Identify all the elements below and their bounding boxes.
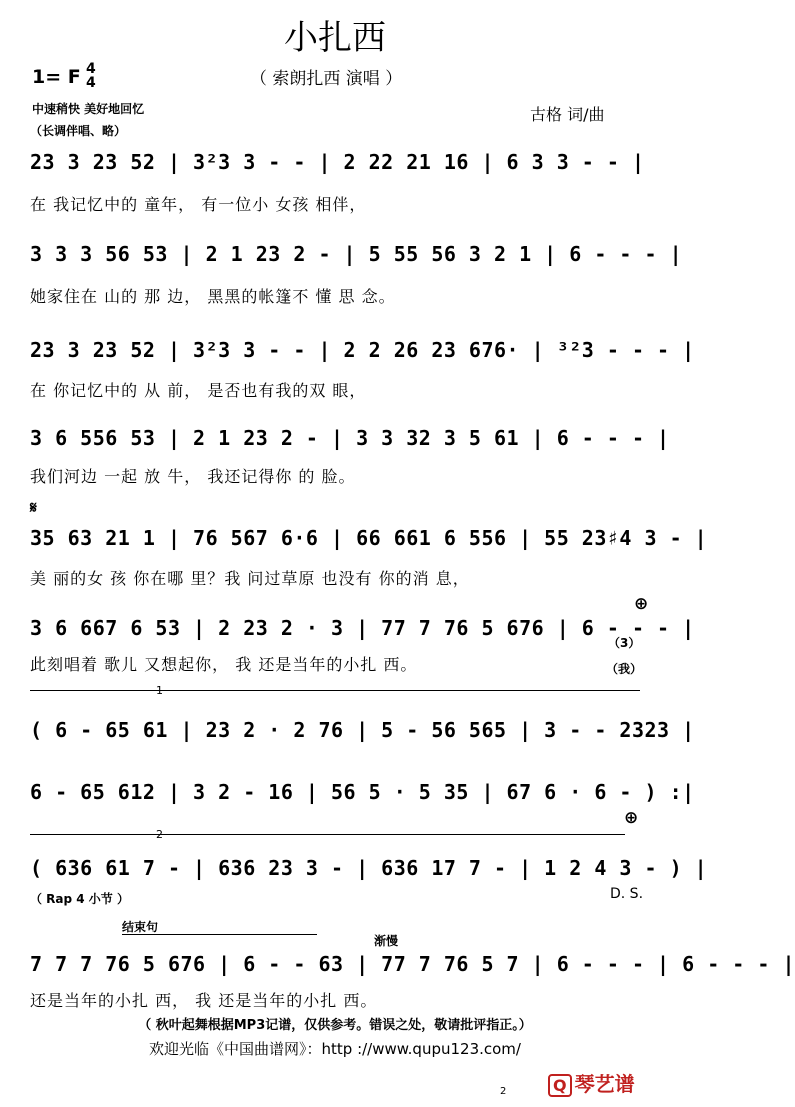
performer-subtitle: （ 索朗扎西 演唱 ）: [250, 69, 403, 89]
rap-note: （ Rap 4 小节 ）: [30, 892, 129, 906]
segno-sign: 𝄋: [30, 498, 37, 517]
score-line-3: 23 3 23 52 | 3²3 3 - - | 2 2 26 23 676· | ³²3 - - - |: [30, 338, 695, 362]
lyric-line-6: 此刻唱着 歌儿 又想起你， 我 还是当年的小扎 西。: [30, 655, 418, 674]
alt-lyric: （我）: [606, 662, 643, 676]
tempo-marking: 中速稍快 美好地回忆: [32, 102, 145, 116]
composer-credit: 古格 词/曲: [530, 105, 605, 124]
score-line-10: 7 7 7 76 5 676 | 6 - - 63 | 77 7 76 5 7 | 6 - - - | 6 - - - |: [30, 952, 795, 976]
time-signature-top: 4: [86, 61, 96, 77]
logo-text: 琴艺谱: [574, 1072, 635, 1096]
score-line-8: 6 - 65 612 | 3 2 - 16 | 56 5 · 5 35 | 67 6 · 6 - ) :|: [30, 780, 695, 804]
score-line-9: ( 636 61 7 - | 636 23 3 - | 636 17 7 - | 1 2 4 3 - ) |: [30, 856, 708, 880]
page-number: 2: [500, 1086, 507, 1097]
lyric-line-4: 我们河边 一起 放 牛， 我还记得你 的 脸。: [30, 467, 356, 486]
score-line-4: 3 6 556 53 | 2 1 23 2 - | 3 3 32 3 5 61 | 6 - - - |: [30, 426, 670, 450]
dal-segno: D. S.: [610, 886, 644, 902]
volta-2-bracket: [30, 834, 625, 835]
time-signature-bottom: 4: [86, 75, 96, 91]
coda-sign-2: ⊕: [624, 808, 639, 828]
volta-1-number: 1: [156, 684, 163, 697]
volta-1-bracket: [30, 690, 640, 691]
site-welcome-link[interactable]: 欢迎光临《中国曲谱网》：http ://www.qupu123.com/: [149, 1040, 521, 1058]
score-line-1: 23 3 23 52 | 3²3 3 - - | 2 22 21 16 | 6 3 3 - - |: [30, 150, 645, 174]
lyric-line-3: 在 你记忆中的 从 前， 是否也有我的双 眼，: [30, 381, 367, 400]
score-line-2: 3 3 3 56 53 | 2 1 23 2 - | 5 55 56 3 2 1 | 6 - - - |: [30, 242, 683, 266]
logo-mark-icon: Q: [548, 1074, 572, 1097]
site-logo: [548, 1068, 635, 1097]
lyric-line-10: 还是当年的小扎 西， 我 还是当年的小扎 西。: [30, 991, 378, 1010]
lyric-line-1: 在 我记忆中的 童年， 有一位小 女孩 相伴，: [30, 195, 367, 214]
lyric-line-2: 她家住在 山的 那 边， 黑黑的帐篷不 懂 思 念。: [30, 287, 396, 306]
song-title: 小扎西: [284, 18, 386, 58]
alt-note: （3）: [608, 636, 641, 650]
coda-sign-1: ⊕: [634, 594, 649, 614]
score-line-7: ( 6 - 65 61 | 23 2 · 2 76 | 5 - 56 565 | 3 - - 2323 |: [30, 718, 695, 742]
transcriber-note: （ 秋叶起舞根据MP3记谱，仅供参考。错误之处，敬请批评指正。）: [138, 1018, 532, 1033]
volta-2-number: 2: [156, 828, 163, 841]
time-signature: [86, 62, 96, 90]
score-line-5: 35 63 21 1 | 76 567 6·6 | 66 661 6 556 | 55 23♯4 3 - |: [30, 526, 708, 550]
score-line-6: 3 6 667 6 53 | 2 23 2 · 3 | 77 7 76 5 676 | 6 - - - |: [30, 616, 695, 640]
ending-label: 结束句: [122, 920, 159, 934]
ritardando-label: 渐慢: [374, 934, 399, 948]
accompaniment-note: （长调伴唱、略）: [30, 124, 127, 138]
lyric-line-5: 美 丽的女 孩 你在哪 里？我 问过草原 也没有 你的消 息，: [30, 569, 470, 588]
key-signature: 1= F: [32, 66, 81, 88]
